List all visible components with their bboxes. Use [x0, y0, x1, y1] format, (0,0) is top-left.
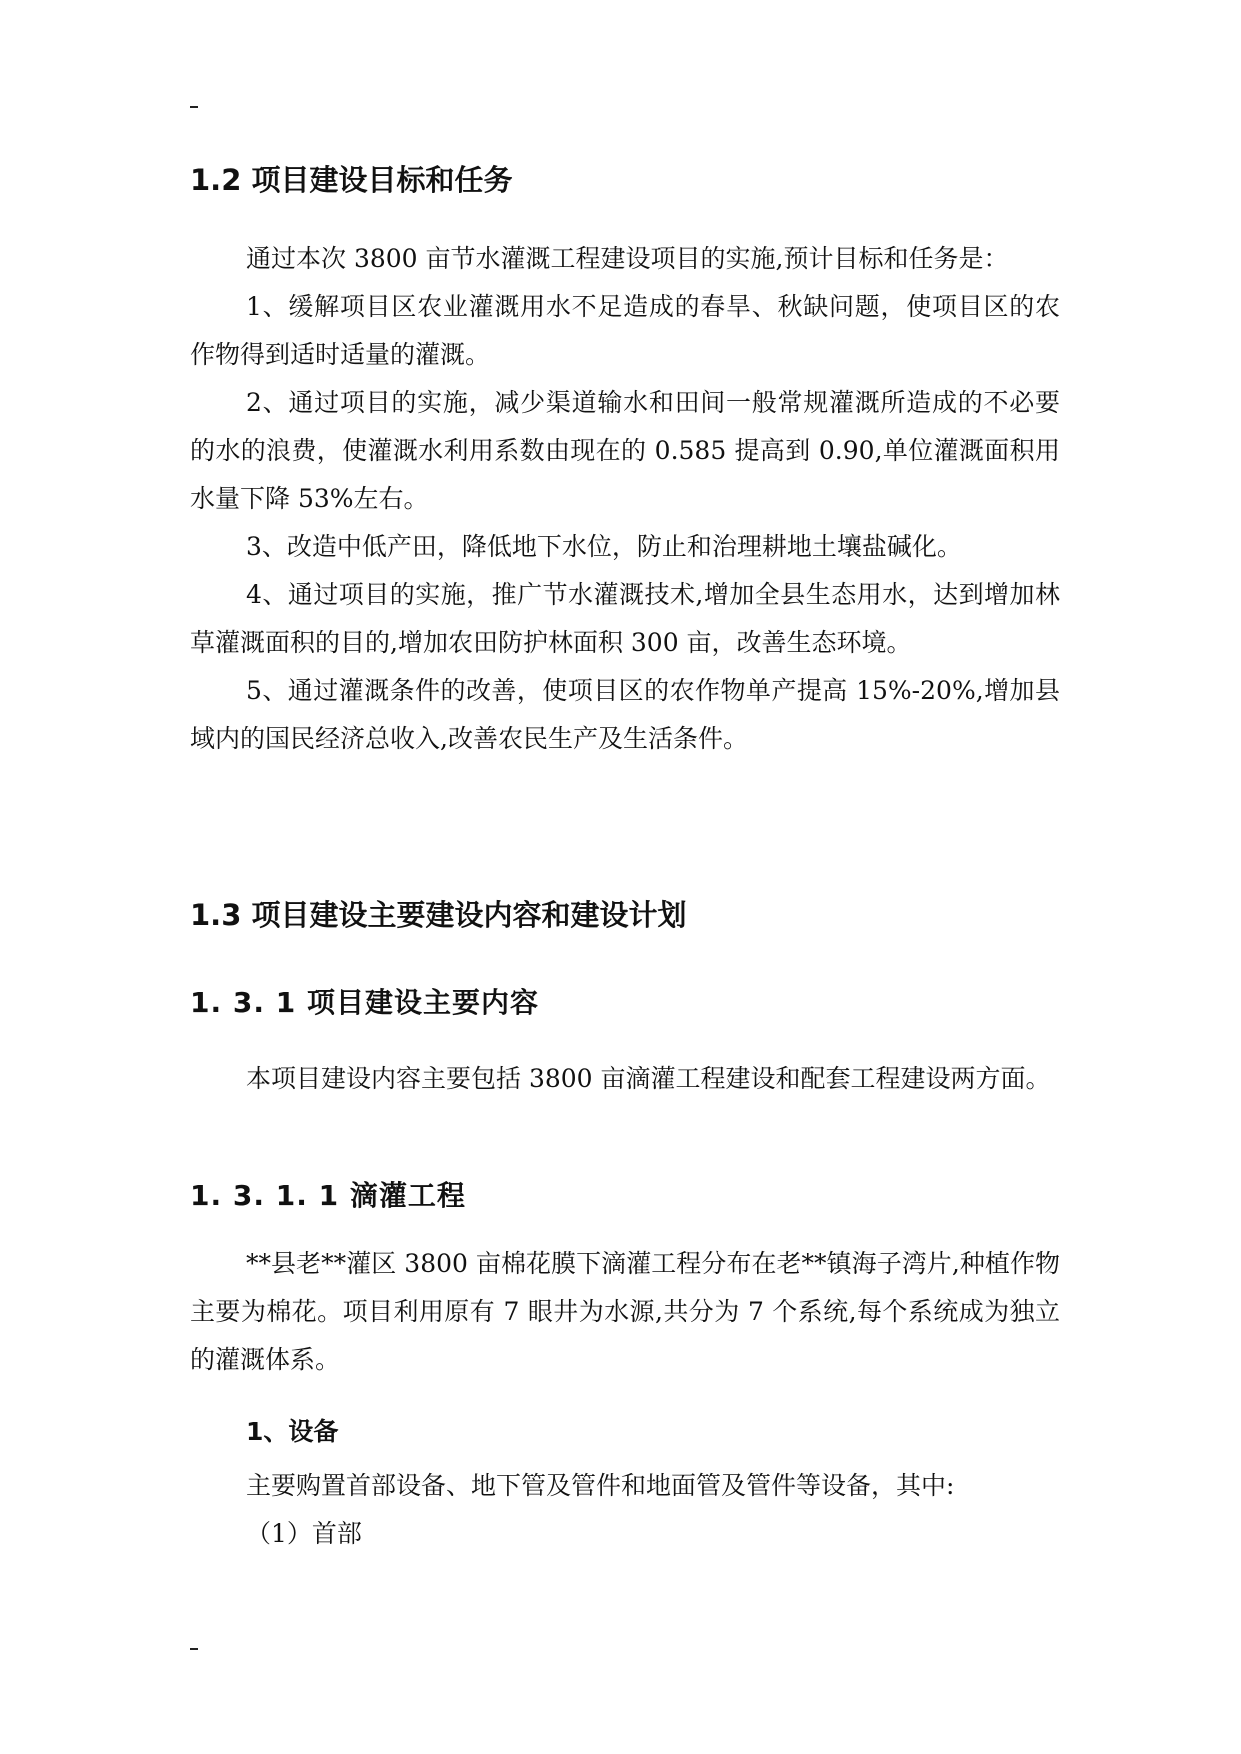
section-1-3-1-1-body [190, 1240, 1060, 1384]
subsection-heading: 1. 3. 1 项目建设主要内容 [190, 986, 539, 1019]
section-heading: 1.2 项目建设目标和任务 [190, 163, 513, 197]
paragraph-equipment: 主要购置首部设备、地下管及管件和地面管及管件等设备，其中: [246, 1471, 955, 1500]
section-1-3-1-heading-wrap [190, 983, 1060, 1023]
section-heading: 1.3 项目建设主要建设内容和建设计划 [190, 898, 687, 932]
section-1-2-heading-wrap [190, 160, 1060, 200]
section-1-3-heading-wrap [190, 895, 1060, 935]
equipment-heading-wrap [190, 1412, 1060, 1452]
section-1-3-1-1-heading-wrap [190, 1176, 1060, 1216]
paragraph-content: 本项目建设内容主要包括 3800 亩滴灌工程建设和配套工程建设两方面。 [246, 1064, 1051, 1093]
section-1-2-body [190, 235, 1060, 763]
equipment-heading: 1、设备 [246, 1417, 339, 1446]
equipment-body [190, 1462, 1060, 1558]
paragraph-item-5: 5、通过灌溉条件的改善，使项目区的农作物单产提高 15%-20%,增加县域内的国民经济总收入,改善农民生产及生活条件。 [190, 676, 1060, 753]
paragraph-item-1: 1、缓解项目区农业灌溉用水不足造成的春旱、秋缺问题，使项目区的农作物得到适时适量的灌溉。 [190, 292, 1060, 369]
section-1-3-1-body [190, 1055, 1060, 1103]
paragraph-item-2: 2、通过项目的实施，减少渠道输水和田间一般常规灌溉所造成的不必要的水的浪费，使灌溉水利用系数由现在的 0.585 提高到 0.90,单位灌溉面积用水量下降 53%左右。 [190, 388, 1060, 513]
footer-mark [190, 1648, 198, 1650]
subsubsection-heading: 1. 3. 1. 1 滴灌工程 [190, 1179, 466, 1212]
paragraph-intro: 通过本次 3800 亩节水灌溉工程建设项目的实施,预计目标和任务是： [246, 244, 1009, 273]
paragraph-equipment-item-1: （1）首部 [246, 1519, 362, 1548]
paragraph-item-4: 4、通过项目的实施，推广节水灌溉技术,增加全县生态用水，达到增加林草灌溉面积的目的,增加农田防护林面积 300 亩，改善生态环境。 [190, 580, 1060, 657]
header-mark [190, 106, 198, 108]
paragraph-item-3: 3、改造中低产田，降低地下水位，防止和治理耕地土壤盐碱化。 [246, 532, 962, 561]
paragraph-drip: **县老**灌区 3800 亩棉花膜下滴灌工程分布在老**镇海子湾片,种植作物主要为棉花。项目利用原有 7 眼井为水源,共分为 7 个系统,每个系统成为独立的灌溉体系。 [190, 1249, 1060, 1374]
